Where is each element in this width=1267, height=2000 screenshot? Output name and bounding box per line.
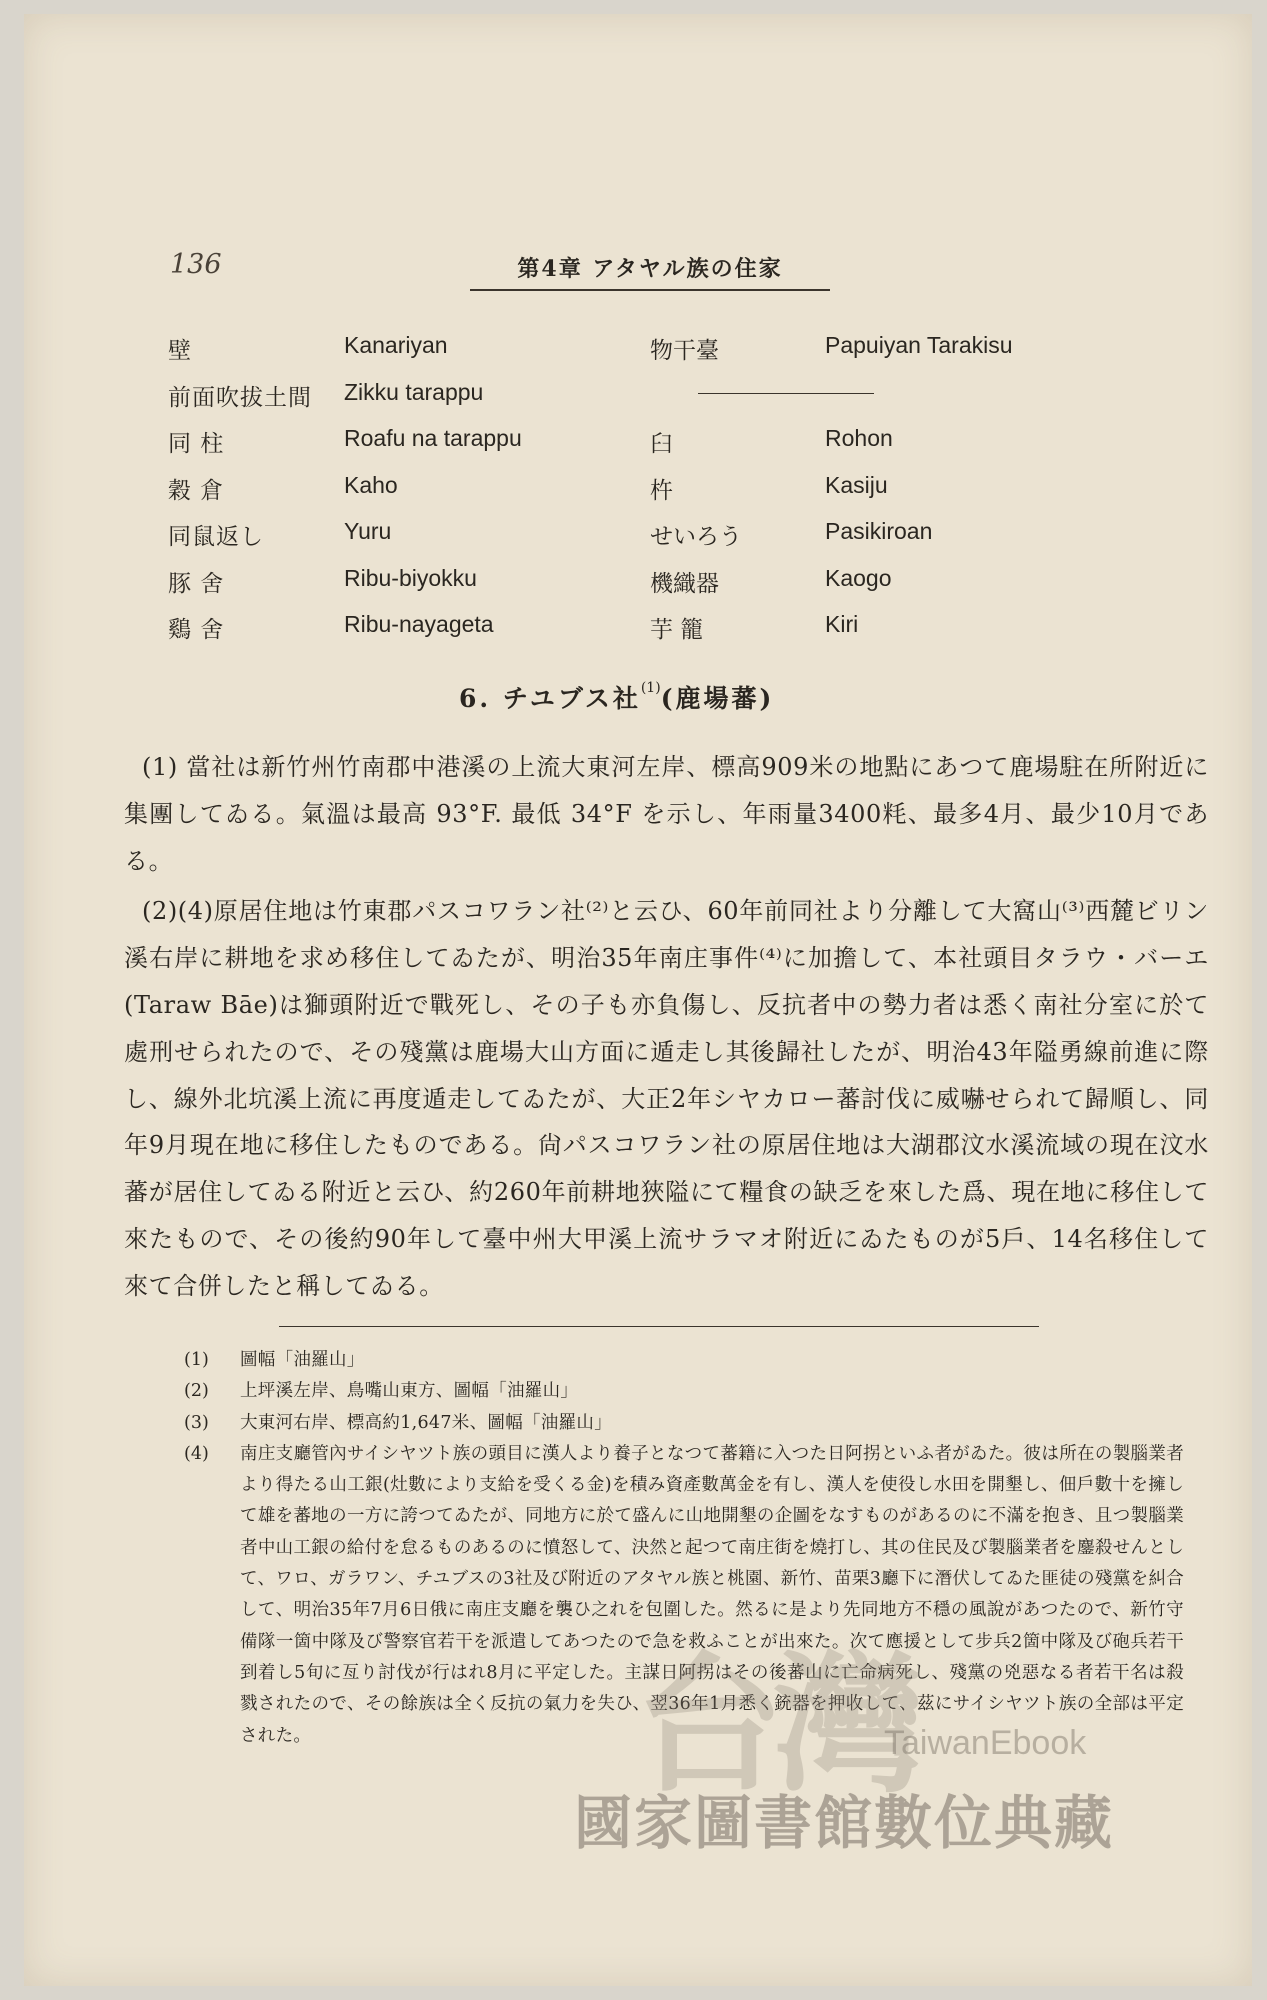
footnote-text: 上坪溪左岸、鳥嘴山東方、圖幅「油羅山」 [240,1381,579,1402]
section-alias: (鹿場蕃) [660,684,775,713]
footnote-number: (2) [184,1381,209,1402]
section-name: チユブス社 [502,684,641,713]
vocab-term: 物干臺 [650,338,719,364]
footnote [184,1408,1184,1439]
vocab-term: 穀 倉 [168,477,225,504]
footnote-text: 大東河右岸、標高約1,647米、圖幅「油羅山」 [240,1412,612,1433]
vocab-row [168,425,1108,472]
watermark-seal: 台灣 [634,1637,915,1813]
vocab-term: 前面吹拔土間 [168,384,312,411]
vocab-reading: Roafu na tarappu [344,425,522,451]
vocab-reading: Kanariyan [344,332,448,358]
footnote-number: (4) [184,1443,209,1464]
section-heading [459,679,774,715]
vocab-term: 同 柱 [168,431,225,457]
watermark-latin: TaiwanEbook [884,1724,1087,1762]
vocab-reading: Yuru [344,518,392,544]
section-number: 6. [459,684,492,713]
vocabulary-list [168,332,1108,658]
running-head: 第4章 アタヤル族の住家 [470,252,830,291]
vocab-term: 同鼠返し [168,524,264,550]
vocab-term: 芋 籠 [650,617,704,643]
footnotes [184,1345,1184,1752]
footnote-number: (1) [184,1350,209,1370]
vocab-row [168,332,1108,379]
vocab-reading: Ribu-biyokku [344,564,477,591]
footnote [184,1376,1184,1407]
blank-entry-line [698,393,874,394]
vocab-reading: Papuiyan Tarakisu [825,332,1013,358]
watermark-name: 國家圖書館數位典藏 [574,1789,1115,1857]
vocab-reading: Kiri [825,611,859,637]
paragraph: (2)(4)原居住地は竹東郡パスコワラン社⁽²⁾と云ひ、60年前同社より分離して大窩山⁽³⁾西麓ビリン溪右岸に耕地を求め移住してゐたが、明治35年南庄事件⁽⁴⁾に加擔して、本社頭目タラウ・バーエ(Taraw Bāe)は獅頭附近で戰死し、その子も亦負傷し、反抗者中の勢力者は悉く南社分室に於て處刑せられたので、その殘黨は鹿場大山方面に遁走し其後歸社したが、明治43年隘勇線前進に際し、線外北坑溪上流に再度遁走してゐたが、大正2年シヤカロー蕃討伐に威嚇せられて歸順し、同年9月現在地に移住したものである。尙パスコワラン社の原居住地は大湖郡汶水溪流域の現在汶水蕃が居住してゐる附近と云ひ、約260年前耕地狹隘にて糧食の缺乏を來した爲、現在地に移住して來たもので、その後約90年して臺中州大甲溪上流サラマオ附近にゐたものが5戶、14名移住して來て合併したと稱してゐる。 [124,897,1209,1300]
vocab-term: 豚 舍 [168,570,225,597]
vocab-row [168,611,1108,658]
vocab-reading: Zikku tarappu [344,378,484,405]
body-text [124,744,1209,1310]
vocab-term: 鷄 舍 [168,617,225,643]
vocab-row [168,518,1108,565]
page-number: 136 [170,249,222,280]
footnote-divider [279,1326,1039,1327]
footnote-marker: (1) [640,680,661,696]
vocab-term: 壁 [168,338,192,364]
book-page [24,14,1252,1986]
footnote [184,1345,1184,1376]
vocab-row [168,472,1108,519]
vocab-reading: Rohon [825,425,893,451]
vocab-reading: Ribu-nayageta [344,611,494,637]
vocab-term: 臼 [650,431,673,457]
vocab-reading: Kaho [344,471,398,498]
vocab-reading: Pasikiroan [825,518,933,544]
footnote-number: (3) [184,1412,209,1433]
vocab-reading: Kasiju [825,471,888,498]
vocab-row [168,379,1108,426]
paragraph: (1) 當社は新竹州竹南郡中港溪の上流大東河左岸、標高909米の地點にあつて鹿場駐在所附近に集團してゐる。氣溫は最高 93°F. 最低 34°F を示し、年雨量3400粍、最多4月、最少10月である。 [124,753,1209,875]
vocab-reading: Kaogo [825,564,892,591]
footnote-text: 圖幅「油羅山」 [240,1350,365,1370]
vocab-term: 杵 [650,477,673,504]
vocab-term: せいろう [650,524,742,550]
vocab-term: 機織器 [650,570,719,597]
vocab-row [168,565,1108,612]
footnote-text: 南庄支廳管內サイシヤツト族の頭目に漢人より養子となつて蕃籍に入つた日阿拐といふ者がゐた。彼は所在の製腦業者より得たる山工銀(灶數により支給を受くる金)を積み資產數萬金を有し、漢人を使役し水田を開墾し、佃戶數十を擁して雄を蕃地の一方に誇つてゐたが、同地方に於て盛んに山地開墾の企圖をなすものがあるのに不滿を抱き、且つ製腦業者中山工銀の給付を怠るものあるのに憤怒して、決然と起つて南庄街を燒打し、其の住民及び製腦業者を鏖殺せんとして、ワロ、ガラワン、チユブスの3社及び附近のアタヤル族と桃園、新竹、苗栗3廳下に潛伏してゐた匪徒の殘黨を糾合して、明治35年7月6日俄に南庄支廳を襲ひ之れを包圍した。然るに是より先同地方不穩の風說があつたので、新竹守備隊一箇中隊及び警察官若干を派遣してあつたので急を救ふことが出來た。次て應援として步兵2箇中隊及び砲兵若干到着し5旬に亙り討伐が行はれ8月に平定した。主謀日阿拐はその後蕃山に亡命病死し、殘黨の兇惡なる者若干名は殺戮されたので、その餘族は全く反抗の氣力を失ひ、翌36年1月悉く銃器を押收して、茲にサイシヤツト族の全部は平定された。 [240,1443,1184,1746]
footnote [184,1439,1184,1752]
